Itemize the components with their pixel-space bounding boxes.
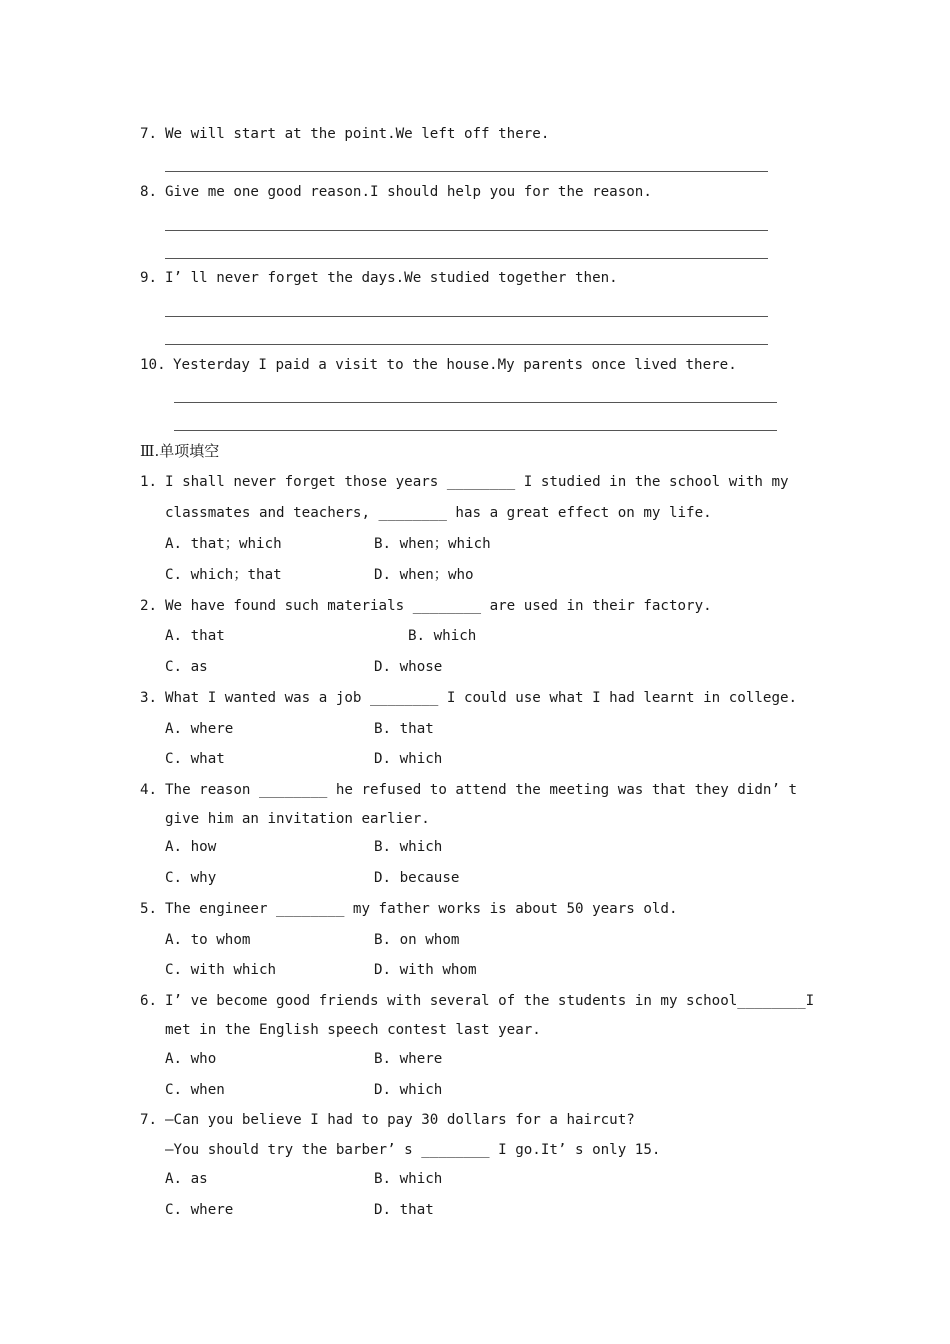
mc5-option-d[interactable]: D. with whom	[374, 962, 477, 978]
section-title: Ⅲ.单项填空	[140, 442, 220, 460]
q9-number: 9.	[140, 270, 158, 286]
mc1-line2: classmates and teachers, ________ has a great effect on my life.	[165, 505, 712, 521]
mc1-line1: I shall never forget those years ________ I studied in the school with my	[165, 474, 789, 490]
mc2-option-c[interactable]: C. as	[165, 659, 208, 675]
mc6-number: 6.	[140, 993, 158, 1009]
q10-text: Yesterday I paid a visit to the house.My parents once lived there.	[173, 357, 737, 373]
mc5-line1: The engineer ________ my father works is about 50 years old.	[165, 901, 678, 917]
mc2-option-b[interactable]: B. which	[408, 628, 477, 644]
q9-answer-line-1[interactable]	[165, 316, 768, 317]
mc7-option-b[interactable]: B. which	[374, 1171, 443, 1187]
q7-answer-line-1[interactable]	[165, 171, 768, 172]
mc3-option-b[interactable]: B. that	[374, 721, 434, 737]
mc6-option-a[interactable]: A. who	[165, 1051, 217, 1067]
mc3-option-c[interactable]: C. what	[165, 751, 225, 767]
mc6-line2: met in the English speech contest last year.	[165, 1022, 541, 1038]
q10-number: 10.	[140, 357, 166, 373]
q9-answer-line-2[interactable]	[165, 344, 768, 345]
mc2-line1: We have found such materials ________ are used in their factory.	[165, 598, 712, 614]
mc4-line1: The reason ________ he refused to attend the meeting was that they didn’ t	[165, 782, 798, 798]
mc2-option-a[interactable]: A. that	[165, 628, 225, 644]
q8-text: Give me one good reason.I should help you for the reason.	[165, 184, 652, 200]
mc4-line2: give him an invitation earlier.	[165, 811, 430, 827]
mc6-option-b[interactable]: B. where	[374, 1051, 443, 1067]
mc7-option-d[interactable]: D. that	[374, 1202, 434, 1218]
mc4-option-d[interactable]: D. because	[374, 870, 460, 886]
mc1-number: 1.	[140, 474, 158, 490]
q8-number: 8.	[140, 184, 158, 200]
mc4-option-b[interactable]: B. which	[374, 839, 443, 855]
mc5-number: 5.	[140, 901, 158, 917]
mc7-number: 7.	[140, 1112, 158, 1128]
mc4-option-c[interactable]: C. why	[165, 870, 217, 886]
q8-answer-line-1[interactable]	[165, 230, 768, 231]
mc1-option-b[interactable]: B. when；which	[374, 536, 491, 552]
mc3-option-d[interactable]: D. which	[374, 751, 443, 767]
mc7-line2: —You should try the barber’ s ________ I go.It’ s only 15.	[165, 1142, 661, 1158]
mc7-option-a[interactable]: A. as	[165, 1171, 208, 1187]
mc3-line1: What I wanted was a job ________ I could use what I had learnt in college.	[165, 690, 798, 706]
q7-text: We will start at the point.We left off there.	[165, 126, 550, 142]
mc5-option-c[interactable]: C. with which	[165, 962, 277, 978]
mc1-option-c[interactable]: C. which；that	[165, 567, 282, 583]
mc6-option-d[interactable]: D. which	[374, 1082, 443, 1098]
mc1-option-a[interactable]: A. that；which	[165, 536, 282, 552]
mc3-option-a[interactable]: A. where	[165, 721, 234, 737]
mc7-line1: —Can you believe I had to pay 30 dollars for a haircut?	[165, 1112, 635, 1128]
q10-answer-line-2[interactable]	[174, 430, 777, 431]
mc1-option-d[interactable]: D. when；who	[374, 567, 474, 583]
q8-answer-line-2[interactable]	[165, 258, 768, 259]
mc5-option-b[interactable]: B. on whom	[374, 932, 460, 948]
mc6-line1: I’ ve become good friends with several of the students in my school________I	[165, 993, 815, 1009]
mc6-option-c[interactable]: C. when	[165, 1082, 225, 1098]
mc4-option-a[interactable]: A. how	[165, 839, 217, 855]
mc2-number: 2.	[140, 598, 158, 614]
q7-number: 7.	[140, 126, 158, 142]
mc5-option-a[interactable]: A. to whom	[165, 932, 251, 948]
mc3-number: 3.	[140, 690, 158, 706]
mc4-number: 4.	[140, 782, 158, 798]
mc2-option-d[interactable]: D. whose	[374, 659, 443, 675]
q10-answer-line-1[interactable]	[174, 402, 777, 403]
mc7-option-c[interactable]: C. where	[165, 1202, 234, 1218]
q9-text: I’ ll never forget the days.We studied together then.	[165, 270, 618, 286]
